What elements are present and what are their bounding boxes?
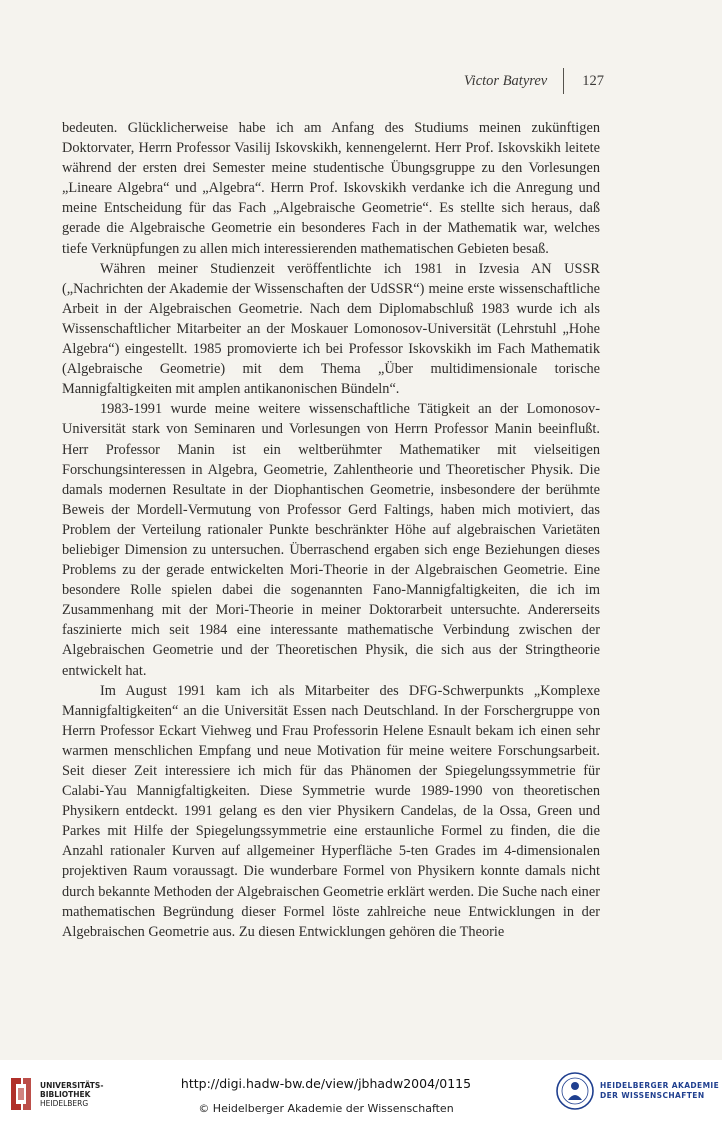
academy-logo-line-2: DER WISSENSCHAFTEN [600,1091,705,1100]
academy-seal-icon [556,1072,594,1110]
body-text [62,118,600,942]
university-library-logo[interactable] [8,1076,103,1112]
running-head [464,68,604,94]
academy-wordmark [600,1081,719,1101]
page-number: 127 [582,72,604,89]
copyright-notice: © Heidelberger Akademie der Wissenschaften [198,1102,454,1115]
academy-logo-line-1: HEIDELBERGER AKADEMIE [600,1081,720,1090]
paragraph-3: 1983-1991 wurde meine weitere wissenschaftliche Tätigkeit an der Lomonosov-Universität stark von Seminaren und Vorlesungen von Herrn Professor Manin beeinflußt. Herr Professor Manin ist ein weltberühmter Mathematiker mit vielseitigen Forschungsinteressen in Algebra, Geometrie, Zahlentheorie und Theoretischer Physik. Die damals modernen Resultate in der Diophantischen Geometrie, insbesondere der berühmte Beweis der Mordell-Vermutung von Professor Gerd Faltings, haben mich motiviert, das Problem der Verteilung rationaler Punkte beschränkter Höhe auf algebraischen Varietäten beliebiger Dimension zu untersuchen. Überraschend ergaben sich enge Beziehungen dieses Problems zu der gerade entwickelten Mori-Theorie in der Algebraischen Geometrie. Eine besondere Rolle spielen dabei die sogenannten Fano-Mannigfaltigkeiten, die ich im Zusammenhang mit der Mori-Theorie in meiner Doktorarbeit untersuchte. Andererseits faszinierte mich seit 1984 eine interessante mathematische Verbindung zwischen der Algebraischen Geometrie und der Theoretischen Physik, die sich aus der Stringtheorie entwickelt hat. [62,401,600,679]
paragraph-2: Währen meiner Studienzeit veröffentlichte ich 1981 in Izvesia AN USSR („Nachrichten der Akademie der Wissenschaften der UdSSR“) meine erste wissenschaftliche Arbeit in der Algebraischen Geometrie. Nach dem Diplomabschluß 1983 wurde ich als Wissenschaftlicher Mitarbeiter an der Moskauer Lomonosov-Universität (Lehrstuhl „Hohe Algebra“) eingestellt. 1985 promovierte ich bei Professor Iskovskikh im Fach Mathematik (Algebraische Geometrie) mit dem Thema „Über multidimensionale torische Mannigfaltigkeiten mit amplen antikanonischen Bündeln“. [62,260,600,398]
paragraph-4: Im August 1991 kam ich als Mitarbeiter des DFG-Schwerpunkts „Komplexe Mannigfaltigkeiten“ an die Universität Essen nach Deutschland. In der Forschergruppe von Herrn Professor Eckart Viehweg und Frau Professorin Helene Esnault bekam ich einen sehr warmen menschlichen Empfang und neue Motivation für meine weitere Forschungsarbeit. Seit dieser Zeit interessiere ich mich für das Phänomen der Spiegelungssymmetrie für Calabi-Yau Mannigfaltigkeiten. Diese Symmetrie wurde 1989-1990 von theoretischen Physikern entdeckt. 1991 gelang es den vier Physikern Candelas, de la Ossa, Green und Parkes mit Hilfe der Spiegelungssymmetrie eine erstaunliche Formel zu finden, die die Anzahl rationaler Kurven auf allgemeiner Hyperfläche 5-ten Grades im 4-dimensionalen projektiven Raum voraussagt. Die wunderbare Formel von Physikern konnte damals nicht durch bekannte Methoden der Algebraischen Geometrie erklärt werden. Die Suche nach einer mathematischen Begründung dieser Formel löste zahlreiche neue Entwicklungen in der Algebraischen Geometrie aus. Zu diesen Entwicklungen gehören die Theorie [62,682,600,940]
university-library-wordmark [40,1081,103,1108]
ub-logo-line-3: HEIDELBERG [40,1098,89,1108]
paragraph-1: bedeuten. Glücklicherweise habe ich am Anfang des Studiums meinen zukünftigen Doktorvater, Herrn Professor Vasilij Iskovskikh, kennengelernt. Herr Prof. Iskovskikh leitete während der ersten drei Semester meine studentische Übungsgruppe zu den Vorlesungen „Lineare Algebra“ und „Algebra“. Herrn Prof. Iskovskikh verdanke ich die Anregung und meine Entscheidung für das Fach „Algebraische Geometrie“. Es stellte sich heraus, daß gerade die Algebraische Geometrie ein besonderes Fach in der Mathematik war, welches tiefe Verknüpfungen zu allen mich interessierenden mathematischen Gebieten besaß. [62,120,600,257]
university-library-mark-icon [8,1076,34,1112]
ub-logo-line-2: BIBLIOTHEK [40,1089,91,1099]
viewer-footer [0,1060,722,1124]
running-head-author: Victor Batyrev [463,72,548,89]
running-head-divider [563,68,564,94]
academy-logo[interactable] [556,1072,719,1110]
ub-logo-line-1: UNIVERSITÄTS- [40,1080,104,1090]
permalink-url[interactable]: http://digi.hadw-bw.de/view/jbhadw2004/0115 [180,1076,472,1091]
